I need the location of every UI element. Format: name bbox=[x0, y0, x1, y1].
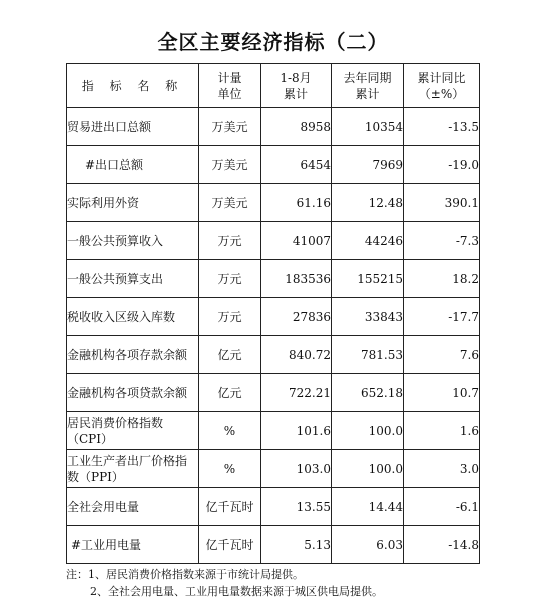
row-previous: 7969 bbox=[332, 146, 404, 184]
row-current: 41007 bbox=[261, 222, 332, 260]
row-current: 101.6 bbox=[261, 412, 332, 450]
row-name: 金融机构各项贷款余额 bbox=[67, 374, 199, 412]
header-unit bbox=[199, 64, 261, 108]
row-name: #工业用电量 bbox=[67, 526, 199, 564]
row-previous: 33843 bbox=[332, 298, 404, 336]
row-yoy: 7.6 bbox=[404, 336, 480, 374]
row-previous: 12.48 bbox=[332, 184, 404, 222]
row-current: 27836 bbox=[261, 298, 332, 336]
table-row bbox=[67, 184, 480, 222]
row-unit: 万元 bbox=[199, 222, 261, 260]
row-name: 实际利用外资 bbox=[67, 184, 199, 222]
row-name: 税收收入区级入库数 bbox=[67, 298, 199, 336]
row-name: 工业生产者出厂价格指数（PPI） bbox=[67, 450, 199, 488]
header-previous-line1: 去年同期 bbox=[343, 70, 392, 85]
row-yoy: -13.5 bbox=[404, 108, 480, 146]
row-previous: 44246 bbox=[332, 222, 404, 260]
row-previous: 652.18 bbox=[332, 374, 404, 412]
header-current-line1: 1-8月 bbox=[280, 70, 312, 85]
row-previous: 100.0 bbox=[332, 412, 404, 450]
row-yoy: 3.0 bbox=[404, 450, 480, 488]
row-yoy: 18.2 bbox=[404, 260, 480, 298]
header-unit-line1: 计量 bbox=[217, 70, 242, 85]
row-current: 5.13 bbox=[261, 526, 332, 564]
table-row bbox=[67, 526, 480, 564]
table-row bbox=[67, 374, 480, 412]
row-unit: 亿千瓦时 bbox=[199, 526, 261, 564]
row-unit: 亿千瓦时 bbox=[199, 488, 261, 526]
row-yoy: 1.6 bbox=[404, 412, 480, 450]
row-unit: 万美元 bbox=[199, 108, 261, 146]
row-yoy: -19.0 bbox=[404, 146, 480, 184]
row-unit: 亿元 bbox=[199, 336, 261, 374]
table-header-row bbox=[67, 64, 480, 108]
row-yoy: 390.1 bbox=[404, 184, 480, 222]
row-yoy: -17.7 bbox=[404, 298, 480, 336]
row-current: 8958 bbox=[261, 108, 332, 146]
row-yoy: 10.7 bbox=[404, 374, 480, 412]
row-current: 722.21 bbox=[261, 374, 332, 412]
page-title: 全区主要经济指标（二） bbox=[157, 30, 389, 54]
header-yoy-line2: （±%） bbox=[418, 86, 465, 101]
table-row bbox=[67, 146, 480, 184]
row-unit: % bbox=[199, 450, 261, 488]
row-current: 840.72 bbox=[261, 336, 332, 374]
table-row bbox=[67, 222, 480, 260]
indicators-table bbox=[66, 63, 480, 564]
table-row bbox=[67, 336, 480, 374]
row-name: 金融机构各项存款余额 bbox=[67, 336, 199, 374]
table-row bbox=[67, 450, 480, 488]
row-yoy: -14.8 bbox=[404, 526, 480, 564]
row-previous: 6.03 bbox=[332, 526, 404, 564]
row-previous: 100.0 bbox=[332, 450, 404, 488]
table-row bbox=[67, 488, 480, 526]
table-row bbox=[67, 412, 480, 450]
table-row bbox=[67, 108, 480, 146]
row-yoy: -6.1 bbox=[404, 488, 480, 526]
row-unit: % bbox=[199, 412, 261, 450]
row-name: #出口总额 bbox=[67, 146, 199, 184]
row-previous: 155215 bbox=[332, 260, 404, 298]
row-name: 一般公共预算支出 bbox=[67, 260, 199, 298]
footnotes bbox=[66, 566, 536, 600]
row-yoy: -7.3 bbox=[404, 222, 480, 260]
footnote-2: 2、全社会用电量、工业用电量数据来源于城区供电局提供。 bbox=[90, 585, 383, 598]
table-row bbox=[67, 260, 480, 298]
row-current: 103.0 bbox=[261, 450, 332, 488]
row-unit: 万美元 bbox=[199, 184, 261, 222]
row-unit: 万元 bbox=[199, 260, 261, 298]
header-current bbox=[261, 64, 332, 108]
row-name: 一般公共预算收入 bbox=[67, 222, 199, 260]
header-yoy bbox=[404, 64, 480, 108]
row-name: 居民消费价格指数（CPI） bbox=[67, 412, 199, 450]
footnote-1: 注：1、居民消费价格指数来源于市统计局提供。 bbox=[66, 568, 304, 581]
header-unit-line2: 单位 bbox=[217, 86, 242, 101]
row-current: 13.55 bbox=[261, 488, 332, 526]
row-previous: 10354 bbox=[332, 108, 404, 146]
row-previous: 14.44 bbox=[332, 488, 404, 526]
header-previous-line2: 累计 bbox=[355, 86, 380, 101]
row-current: 183536 bbox=[261, 260, 332, 298]
row-current: 6454 bbox=[261, 146, 332, 184]
row-previous: 781.53 bbox=[332, 336, 404, 374]
row-name: 贸易进出口总额 bbox=[67, 108, 199, 146]
header-current-line2: 累计 bbox=[283, 86, 308, 101]
header-name: 指 标 名 称 bbox=[67, 64, 199, 108]
row-unit: 万元 bbox=[199, 298, 261, 336]
row-unit: 万美元 bbox=[199, 146, 261, 184]
table-row bbox=[67, 298, 480, 336]
header-yoy-line1: 累计同比 bbox=[417, 70, 466, 85]
row-name: 全社会用电量 bbox=[67, 488, 199, 526]
row-unit: 亿元 bbox=[199, 374, 261, 412]
row-current: 61.16 bbox=[261, 184, 332, 222]
header-previous bbox=[332, 64, 404, 108]
